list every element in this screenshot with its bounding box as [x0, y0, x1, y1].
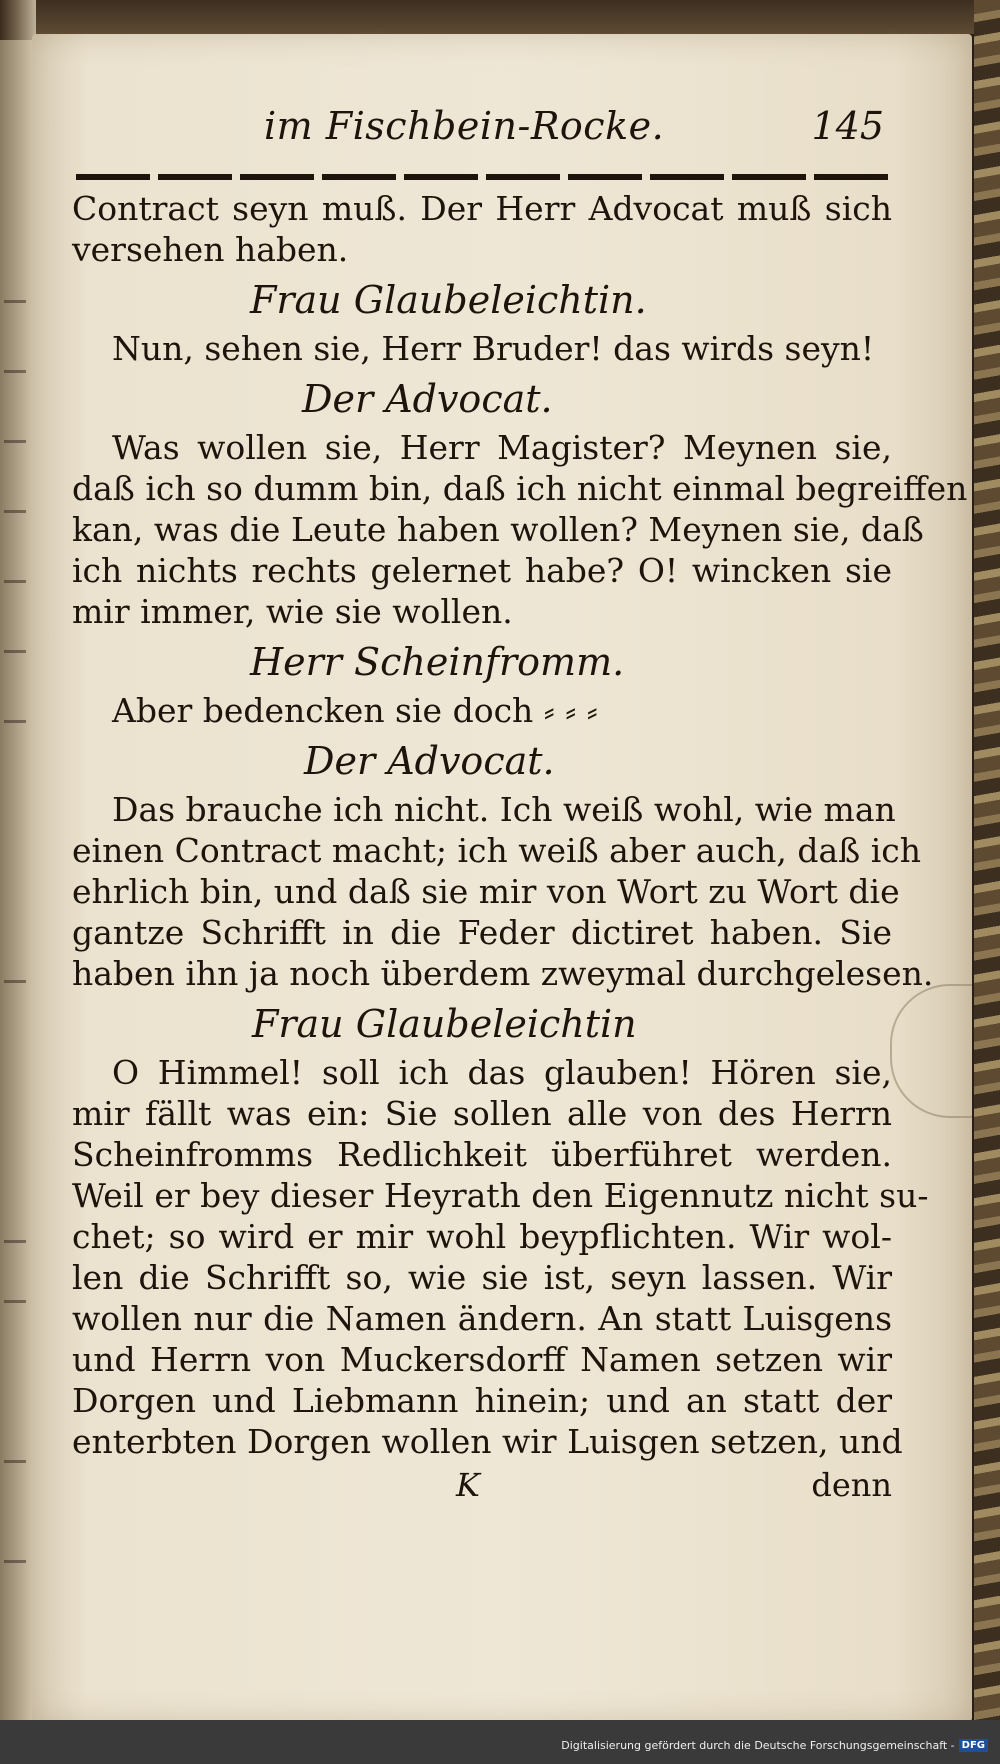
page-text-block: [72, 104, 968, 1510]
text-line: len die Schrifft so, wie sie ist, seyn lassen. Wir: [72, 1258, 892, 1297]
book-top-edge: [0, 0, 1000, 34]
text-line: Das brauche ich nicht. Ich weiß wohl, wie man: [112, 790, 896, 829]
digitization-credit: [561, 1739, 988, 1753]
text-line: ich nichts rechts gelernet habe? O! wincken sie: [72, 551, 892, 590]
page-number: 145: [811, 104, 884, 148]
speaker-heading: Frau Glaubeleichtin: [252, 1002, 637, 1046]
text-line: Nun, sehen sie, Herr Bruder! das wirds seyn!: [112, 329, 875, 368]
speaker-heading: Herr Scheinfromm.: [250, 640, 625, 684]
dfg-logo: DFG: [959, 1739, 988, 1752]
text-line: gantze Schrifft in die Feder dictiret haben. Sie: [72, 913, 892, 952]
text-line: versehen haben.: [72, 230, 349, 269]
running-title: im Fischbein-Rocke.: [264, 104, 665, 148]
page-footer: [72, 1466, 892, 1510]
text-line: und Herrn von Muckersdorff Namen setzen wir: [72, 1340, 892, 1379]
speaker-heading: Der Advocat.: [304, 739, 555, 783]
text-line: Scheinfromms Redlichkeit überführet werden.: [72, 1135, 892, 1174]
text-line: Weil er bey dieser Heyrath den Eigennutz nicht su-: [72, 1176, 929, 1215]
scan-footer-band: [0, 1720, 1000, 1764]
text-line: Was wollen sie, Herr Magister? Meynen sie,: [112, 428, 892, 467]
header-rule: [76, 174, 888, 180]
text-line: ehrlich bin, und daß sie mir von Wort zu Wort die: [72, 872, 900, 911]
text-line: enterbten Dorgen wollen wir Luisgen setzen, und: [72, 1422, 903, 1461]
text-line: Dorgen und Liebmann hinein; und an statt der: [72, 1381, 892, 1420]
credit-text: Digitalisierung gefördert durch die Deutsche Forschungsgemeinschaft -: [561, 1738, 955, 1752]
text-line: einen Contract macht; ich weiß aber auch, daß ich: [72, 831, 921, 870]
text-line: haben ihn ja noch überdem zweymal durchgelesen.: [72, 954, 934, 993]
text-line: O Himmel! soll ich das glauben! Hören sie,: [112, 1053, 892, 1092]
signature-mark: K: [456, 1466, 480, 1504]
page-fold-mark: [890, 984, 972, 1118]
text-line: Contract seyn muß. Der Herr Advocat muß sich: [72, 189, 892, 228]
text-line: daß ich so dumm bin, daß ich nicht einmal begreiffen: [72, 469, 968, 508]
text-line: wollen nur die Namen ändern. An statt Luisgens: [72, 1299, 892, 1338]
catchword: denn: [811, 1466, 892, 1504]
text-line: mir immer, wie sie wollen.: [72, 592, 513, 631]
text-line: chet; so wird er mir wohl beypflichten. Wir wol-: [72, 1217, 892, 1256]
running-head: [72, 104, 892, 160]
text-line: Aber bedencken sie doch ⸗ ⸗ ⸗: [112, 691, 598, 730]
facing-page-sliver: [0, 40, 32, 1720]
speaker-heading: Frau Glaubeleichtin.: [250, 278, 647, 322]
speaker-heading: Der Advocat.: [302, 377, 553, 421]
marbled-cover-edge: [974, 0, 1000, 1764]
book-page: [32, 34, 972, 1722]
text-line: mir fällt was ein: Sie sollen alle von des Herrn: [72, 1094, 892, 1133]
text-line: kan, was die Leute haben wollen? Meynen sie, daß: [72, 510, 924, 549]
